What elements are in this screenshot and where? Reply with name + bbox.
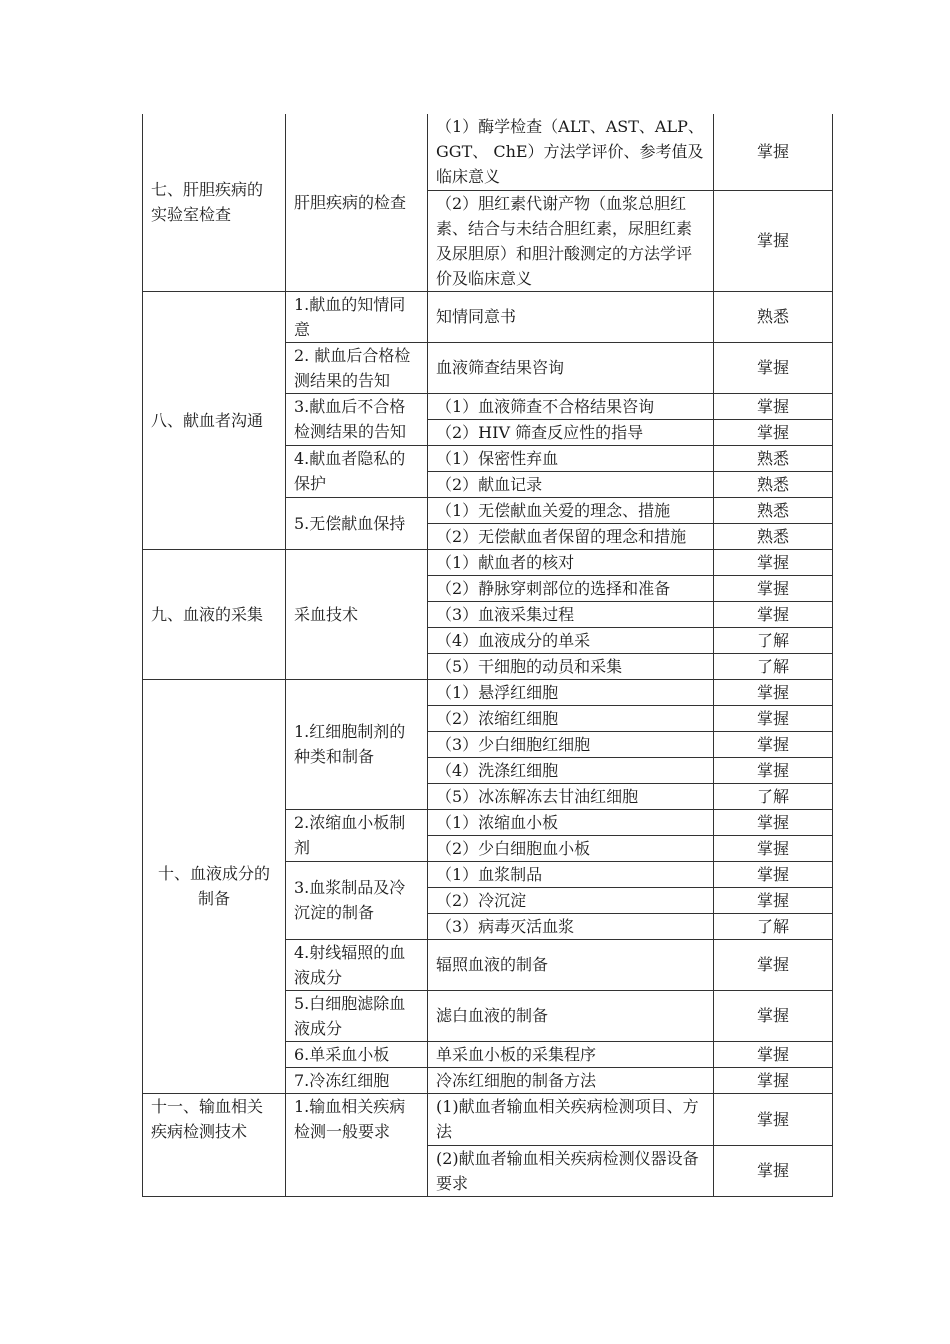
level-cell: 熟悉 xyxy=(714,471,833,497)
content-cell: （2）静脉穿刺部位的选择和准备 xyxy=(428,575,714,601)
level-cell: 了解 xyxy=(714,653,833,679)
level-cell: 掌握 xyxy=(714,1041,833,1067)
topic-cell: 采血技术 xyxy=(286,549,428,679)
topic-cell: 7.冷冻红细胞 xyxy=(286,1067,428,1093)
content-cell: （3）病毒灭活血浆 xyxy=(428,913,714,939)
table-row xyxy=(143,291,833,342)
level-cell: 熟悉 xyxy=(714,445,833,471)
level-cell: 掌握 xyxy=(714,731,833,757)
level-cell: 掌握 xyxy=(714,393,833,419)
topic-cell: 5.无偿献血保持 xyxy=(286,497,428,549)
content-cell: （1）保密性弃血 xyxy=(428,445,714,471)
content-cell: 辐照血液的制备 xyxy=(428,939,714,990)
level-cell: 掌握 xyxy=(714,1145,833,1196)
level-cell: 掌握 xyxy=(714,549,833,575)
content-cell: 滤白血液的制备 xyxy=(428,990,714,1041)
content-cell: （2）浓缩红细胞 xyxy=(428,705,714,731)
level-cell: 了解 xyxy=(714,627,833,653)
section-cell: 九、血液的采集 xyxy=(143,549,286,679)
level-cell: 了解 xyxy=(714,783,833,809)
level-cell: 掌握 xyxy=(714,1093,833,1145)
level-cell: 掌握 xyxy=(714,114,833,190)
topic-cell: 3.献血后不合格检测结果的告知 xyxy=(286,393,428,445)
content-cell: （1）血液筛查不合格结果咨询 xyxy=(428,393,714,419)
content-cell: （1）无偿献血关爱的理念、措施 xyxy=(428,497,714,523)
section-cell: 十一、输血相关疾病检测技术 xyxy=(143,1093,286,1196)
content-cell: （1）酶学检查（ALT、AST、ALP、GGT、 ChE）方法学评价、参考值及临床意义 xyxy=(428,114,714,190)
content-cell: 血液筛查结果咨询 xyxy=(428,342,714,393)
topic-cell: 4.射线辐照的血液成分 xyxy=(286,939,428,990)
content-cell: 单采血小板的采集程序 xyxy=(428,1041,714,1067)
content-cell: 知情同意书 xyxy=(428,291,714,342)
content-cell: （5）冰冻解冻去甘油红细胞 xyxy=(428,783,714,809)
level-cell: 掌握 xyxy=(714,679,833,705)
level-cell: 掌握 xyxy=(714,887,833,913)
content-cell: （2）HIV 筛查反应性的指导 xyxy=(428,419,714,445)
level-cell: 掌握 xyxy=(714,190,833,291)
section-cell: 十、血液成分的制备 xyxy=(143,679,286,1093)
topic-cell: 2. 献血后合格检测结果的告知 xyxy=(286,342,428,393)
content-cell: (2)献血者输血相关疾病检测仪器设备要求 xyxy=(428,1145,714,1196)
topic-cell: 3.血浆制品及冷沉淀的制备 xyxy=(286,861,428,939)
content-cell: （1）献血者的核对 xyxy=(428,549,714,575)
topic-cell: 1.红细胞制剂的种类和制备 xyxy=(286,679,428,809)
level-cell: 掌握 xyxy=(714,575,833,601)
level-cell: 掌握 xyxy=(714,1067,833,1093)
topic-cell: 4.献血者隐私的保护 xyxy=(286,445,428,497)
level-cell: 掌握 xyxy=(714,990,833,1041)
level-cell: 掌握 xyxy=(714,601,833,627)
content-cell: （2）无偿献血者保留的理念和措施 xyxy=(428,523,714,549)
content-cell: （2）冷沉淀 xyxy=(428,887,714,913)
topic-cell: 1.输血相关疾病检测一般要求 xyxy=(286,1093,428,1196)
level-cell: 掌握 xyxy=(714,757,833,783)
table-row xyxy=(143,549,833,575)
topic-cell: 2.浓缩血小板制剂 xyxy=(286,809,428,861)
content-cell: （1）浓缩血小板 xyxy=(428,809,714,835)
level-cell: 掌握 xyxy=(714,809,833,835)
content-cell: （1）悬浮红细胞 xyxy=(428,679,714,705)
section-cell: 八、献血者沟通 xyxy=(143,291,286,549)
level-cell: 掌握 xyxy=(714,705,833,731)
level-cell: 熟悉 xyxy=(714,291,833,342)
content-cell: 冷冻红细胞的制备方法 xyxy=(428,1067,714,1093)
table-row xyxy=(143,114,833,190)
level-cell: 掌握 xyxy=(714,861,833,887)
content-cell: (1)献血者输血相关疾病检测项目、方法 xyxy=(428,1093,714,1145)
level-cell: 掌握 xyxy=(714,835,833,861)
content-cell: （4）洗涤红细胞 xyxy=(428,757,714,783)
level-cell: 熟悉 xyxy=(714,497,833,523)
section-cell: 七、肝胆疾病的实验室检查 xyxy=(143,114,286,291)
content-cell: （2）献血记录 xyxy=(428,471,714,497)
topic-cell: 6.单采血小板 xyxy=(286,1041,428,1067)
topic-cell: 1.献血的知情同意 xyxy=(286,291,428,342)
level-cell: 掌握 xyxy=(714,342,833,393)
level-cell: 熟悉 xyxy=(714,523,833,549)
content-cell: （1）血浆制品 xyxy=(428,861,714,887)
level-cell: 掌握 xyxy=(714,419,833,445)
content-cell: （2）胆红素代谢产物（血浆总胆红素、结合与未结合胆红素，尿胆红素及尿胆原）和胆汁酸测定的方法学评价及临床意义 xyxy=(428,190,714,291)
content-cell: （3）少白细胞红细胞 xyxy=(428,731,714,757)
content-cell: （4）血液成分的单采 xyxy=(428,627,714,653)
level-cell: 了解 xyxy=(714,913,833,939)
topic-cell: 5.白细胞滤除血液成分 xyxy=(286,990,428,1041)
topic-cell: 肝胆疾病的检查 xyxy=(286,114,428,291)
table-row xyxy=(143,1093,833,1145)
content-cell: （3）血液采集过程 xyxy=(428,601,714,627)
table-row xyxy=(143,679,833,705)
content-cell: （2）少白细胞血小板 xyxy=(428,835,714,861)
content-cell: （5）干细胞的动员和采集 xyxy=(428,653,714,679)
syllabus-table xyxy=(142,114,833,1197)
level-cell: 掌握 xyxy=(714,939,833,990)
